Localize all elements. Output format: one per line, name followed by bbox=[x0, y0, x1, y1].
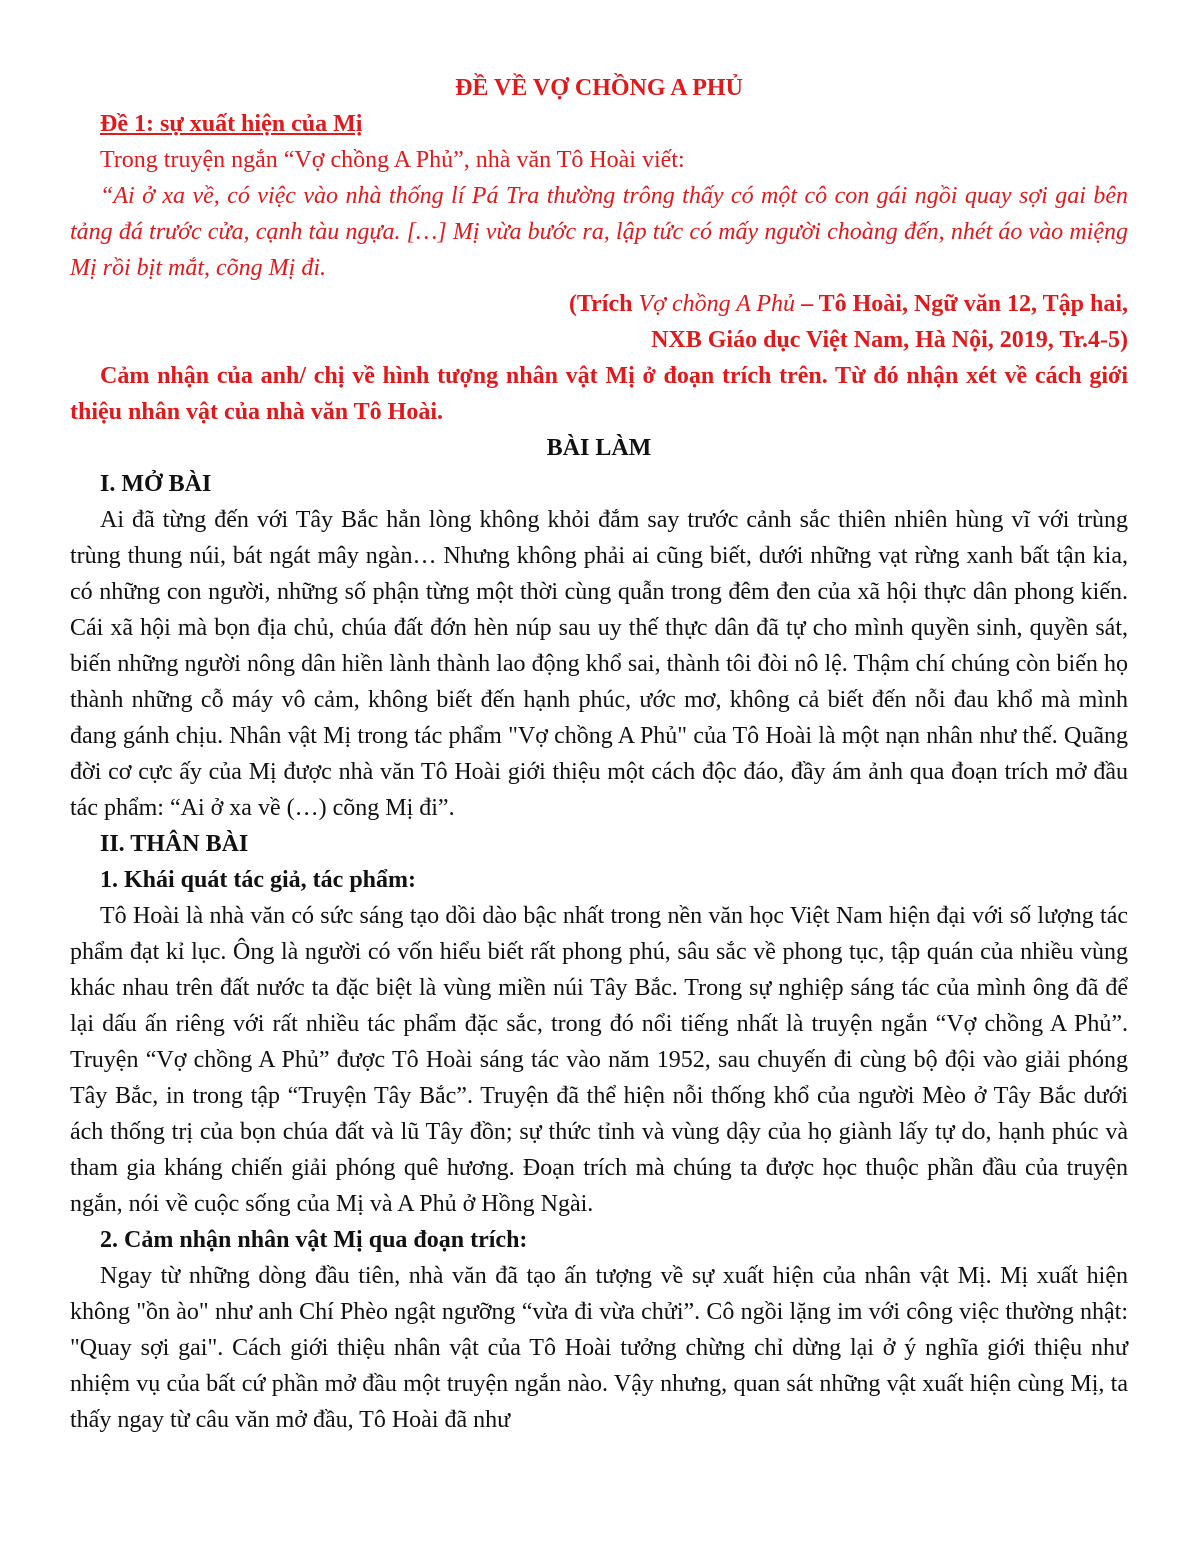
section-heading-mo-bai: I. MỞ BÀI bbox=[100, 471, 212, 497]
exercise-label-text: Đề 1: sự xuất hiện của Mị bbox=[100, 111, 363, 137]
quote-source-prefix: (Trích bbox=[568, 291, 639, 317]
document-page bbox=[70, 70, 1128, 1438]
document-title: ĐỀ VỀ VỢ CHỒNG A PHỦ bbox=[455, 75, 743, 101]
quote-source-rest: – Tô Hoài, Ngữ văn 12, Tập hai, bbox=[795, 291, 1128, 317]
subsection-heading-2: 2. Cảm nhận nhân vật Mị qua đoạn trích: bbox=[100, 1227, 528, 1253]
exercise-task: Cảm nhận của anh/ chị về hình tượng nhân vật Mị ở đoạn trích trên. Từ đó nhận xét về cách giới thiệu nhân vật của nhà văn Tô Hoài. bbox=[70, 363, 1128, 425]
paragraph-section-1: Tô Hoài là nhà văn có sức sáng tạo dồi dào bậc nhất trong nền văn học Việt Nam hiện đại với số lượng tác phẩm đạt kỉ lục. Ông là người có vốn hiểu biết rất phong phú, sâu sắc về phong tục, tập quán của nhiều vùng khác nhau trên đất nước ta đặc biệt là vùng miền núi Tây Bắc. Trong sự nghiệp sáng tác của mình ông đã để lại dấu ấn riêng với rất nhiều tác phẩm đặc sắc, trong đó nổi tiếng nhất là truyện ngắn “Vợ chồng A Phủ”. Truyện “Vợ chồng A Phủ” được Tô Hoài sáng tác vào năm 1952, sau chuyến đi cùng bộ đội vào giải phóng Tây Bắc, in trong tập “Truyện Tây Bắc”. Truyện đã thể hiện nỗi thống khổ của người Mèo ở Tây Bắc dưới ách thống trị của bọn chúa đất và lũ Tây đồn; sự thức tỉnh và vùng dậy của họ giành lấy tự do, hạnh phúc và tham gia kháng chiến giải phóng quê hương. Đoạn trích mà chúng ta được học thuộc phần đầu của truyện ngắn, nói về cuộc sống của Mị và A Phủ ở Hồng Ngài. bbox=[70, 903, 1128, 1217]
quote-source-line1 bbox=[70, 286, 1128, 322]
exercise-intro: Trong truyện ngắn “Vợ chồng A Phủ”, nhà văn Tô Hoài viết: bbox=[100, 147, 685, 173]
section-heading-than-bai: II. THÂN BÀI bbox=[100, 831, 249, 857]
essay-heading: BÀI LÀM bbox=[546, 435, 652, 461]
subsection-heading-1: 1. Khái quát tác giả, tác phẩm: bbox=[100, 867, 417, 893]
exercise-quote: “Ai ở xa về, có việc vào nhà thống lí Pá Tra thường trông thấy có một cô con gái ngồi quay sợi gai bên tảng đá trước cửa, cạnh tàu ngựa. […] Mị vừa bước ra, lập tức có mấy người choàng đến, nhét áo vào miệng Mị rồi bịt mắt, cõng Mị đi. bbox=[70, 183, 1128, 281]
exercise-label bbox=[70, 106, 1128, 142]
paragraph-section-2: Ngay từ những dòng đầu tiên, nhà văn đã tạo ấn tượng về sự xuất hiện của nhân vật Mị. Mị xuất hiện không "ồn ào" như anh Chí Phèo ngật ngưỡng “vừa đi vừa chửi”. Cô ngồi lặng im với công việc thường nhật: "Quay sợi gai". Cách giới thiệu nhân vật của Tô Hoài tưởng chừng chỉ dừng lại ở ý nghĩa giới thiệu như nhiệm vụ của bất cứ phần mở đầu một truyện ngắn nào. Vậy nhưng, quan sát những vật xuất hiện cùng Mị, ta thấy ngay từ câu văn mở đầu, Tô Hoài đã như bbox=[70, 1263, 1128, 1433]
quote-source-line2: NXB Giáo dục Việt Nam, Hà Nội, 2019, Tr.4-5) bbox=[651, 327, 1128, 353]
quote-source-title: Vợ chồng A Phủ bbox=[638, 291, 796, 317]
paragraph-mo-bai: Ai đã từng đến với Tây Bắc hẳn lòng không khỏi đắm say trước cảnh sắc thiên nhiên hùng vĩ với trùng trùng thung núi, bát ngát mây ngàn… Nhưng không phải ai cũng biết, dưới những vạt rừng xanh bất tận kia, có những con người, những số phận từng một thời cùng quẫn trong đêm đen của xã hội thực dân phong kiến. Cái xã hội mà bọn địa chủ, chúa đất đớn hèn núp sau uy thế thực dân đã tự cho mình quyền sinh, quyền sát, biến những người nông dân hiền lành thành lao động khổ sai, thành tôi đòi nô lệ. Thậm chí chúng còn biến họ thành những cỗ máy vô cảm, không biết đến hạnh phúc, ước mơ, không cả biết đến nỗi đau khổ mà mình đang gánh chịu. Nhân vật Mị trong tác phẩm "Vợ chồng A Phủ" của Tô Hoài là một nạn nhân như thế. Quãng đời cơ cực ấy của Mị được nhà văn Tô Hoài giới thiệu một cách độc đáo, đầy ám ảnh qua đoạn trích mở đầu tác phẩm: “Ai ở xa về (…) cõng Mị đi”. bbox=[70, 507, 1128, 821]
